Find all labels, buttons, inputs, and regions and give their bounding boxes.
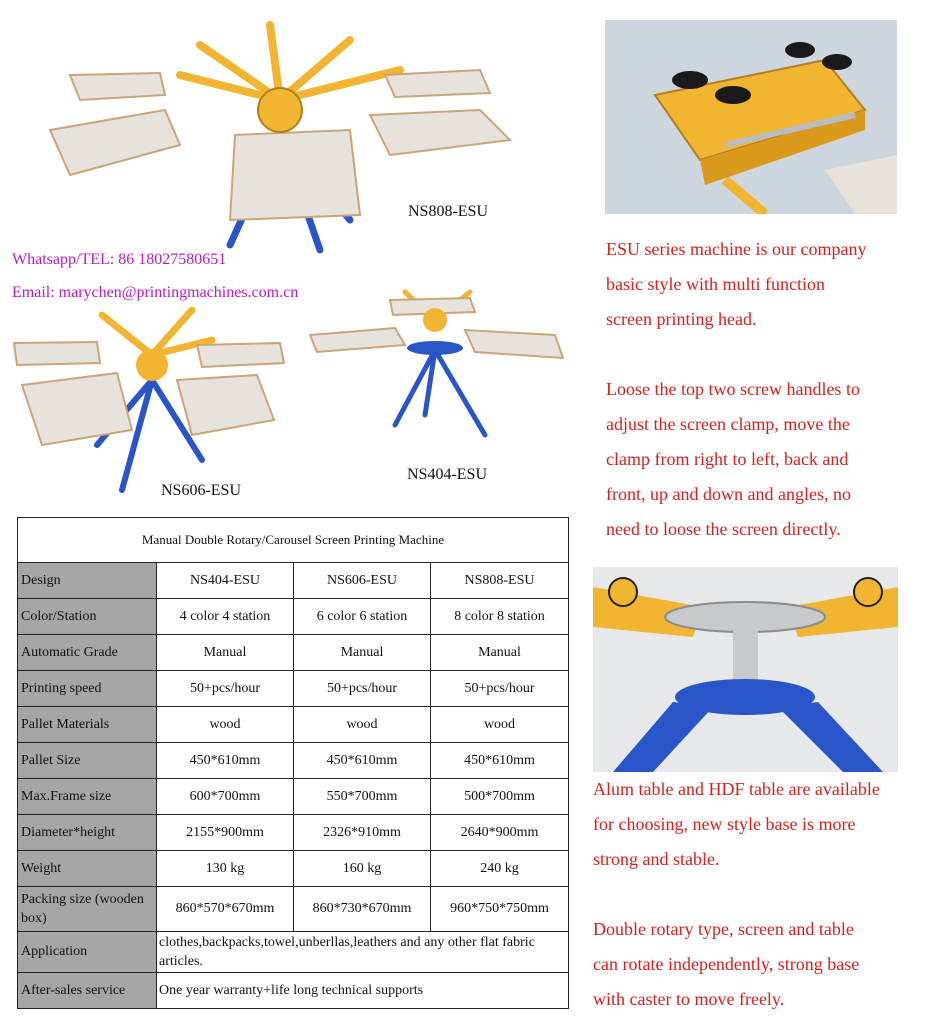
cell-ns404: 600*700mm <box>157 779 294 815</box>
cell-ns606: 160 kg <box>294 851 431 887</box>
table-row <box>18 851 569 887</box>
adjust-line: front, up and down and angles, no <box>606 484 851 504</box>
table-row <box>18 932 569 973</box>
service-value: One year warranty+life long technical supports <box>157 973 569 1009</box>
table-row <box>18 671 569 707</box>
cell-ns404: 4 color 4 station <box>157 599 294 635</box>
row-label: Pallet Size <box>18 743 157 779</box>
cell-ns606: 2326*910mm <box>294 815 431 851</box>
intro-line: screen printing head. <box>606 309 757 329</box>
table-row <box>18 815 569 851</box>
cell-ns808: 960*750*750mm <box>431 887 569 932</box>
rotary-line: Double rotary type, screen and table <box>593 919 854 939</box>
adjust-line: adjust the screen clamp, move the <box>606 414 850 434</box>
cell-ns404: 130 kg <box>157 851 294 887</box>
rotary-paragraph <box>593 912 859 1017</box>
ns404-label: NS404-ESU <box>407 466 488 483</box>
table-row <box>18 887 569 932</box>
row-label: Pallet Materials <box>18 707 157 743</box>
cell-ns808: 2640*900mm <box>431 815 569 851</box>
cell-ns808: 450*610mm <box>431 743 569 779</box>
cell-ns404: NS404-ESU <box>157 563 294 599</box>
email-text: Email: marychen@printingmachines.com.cn <box>12 284 299 301</box>
row-label: Design <box>18 563 157 599</box>
table-row <box>18 743 569 779</box>
cell-ns606: 6 color 6 station <box>294 599 431 635</box>
cell-ns808: 240 kg <box>431 851 569 887</box>
intro-line: ESU series machine is our company <box>606 239 867 259</box>
cell-ns606: 450*610mm <box>294 743 431 779</box>
rotary-line: can rotate independently, strong base <box>593 954 860 974</box>
adjust-line: need to loose the screen directly. <box>606 519 841 539</box>
cell-ns606: 50+pcs/hour <box>294 671 431 707</box>
cell-ns606: 550*700mm <box>294 779 431 815</box>
cell-ns404: 450*610mm <box>157 743 294 779</box>
row-label: Weight <box>18 851 157 887</box>
cell-ns404: 860*570*670mm <box>157 887 294 932</box>
screen-clamp-photo <box>605 20 897 214</box>
row-label: Packing size (wooden box) <box>18 887 157 932</box>
ns606-label: NS606-ESU <box>161 482 242 499</box>
ns606-machine-image <box>12 295 287 495</box>
cell-ns606: 860*730*670mm <box>294 887 431 932</box>
table-base-paragraph <box>593 772 880 877</box>
cell-ns404: Manual <box>157 635 294 671</box>
rotary-base-photo <box>593 567 898 772</box>
row-label: Max.Frame size <box>18 779 157 815</box>
table-row <box>18 779 569 815</box>
row-label: Printing speed <box>18 671 157 707</box>
table-row <box>18 707 569 743</box>
cell-ns404: wood <box>157 707 294 743</box>
ns404-machine-image <box>305 280 575 450</box>
ns808-label: NS808-ESU <box>408 203 489 220</box>
cell-ns808: wood <box>431 707 569 743</box>
cell-ns808: Manual <box>431 635 569 671</box>
table-base-line: for choosing, new style base is more <box>593 814 856 834</box>
cell-ns606: wood <box>294 707 431 743</box>
table-row <box>18 973 569 1009</box>
cell-ns404: 50+pcs/hour <box>157 671 294 707</box>
cell-ns808: 500*700mm <box>431 779 569 815</box>
whatsapp-text: Whatsapp/TEL: 86 18027580651 <box>12 251 227 268</box>
cell-ns606: NS606-ESU <box>294 563 431 599</box>
service-label: After-sales service <box>18 973 157 1009</box>
row-label: Automatic Grade <box>18 635 157 671</box>
cell-ns606: Manual <box>294 635 431 671</box>
spec-table <box>17 517 569 1009</box>
cell-ns808: 8 color 8 station <box>431 599 569 635</box>
row-label: Diameter*height <box>18 815 157 851</box>
table-base-line: Alum table and HDF table are available <box>593 779 880 799</box>
table-title-row <box>18 518 569 563</box>
adjust-paragraph <box>606 372 860 547</box>
table-base-line: strong and stable. <box>593 849 720 869</box>
rotary-line: with caster to move freely. <box>593 989 785 1009</box>
cell-ns808: 50+pcs/hour <box>431 671 569 707</box>
intro-line: basic style with multi function <box>606 274 825 294</box>
cell-ns404: 2155*900mm <box>157 815 294 851</box>
table-row <box>18 563 569 599</box>
cell-ns808: NS808-ESU <box>431 563 569 599</box>
application-label: Application <box>18 932 157 973</box>
table-title: Manual Double Rotary/Carousel Screen Printing Machine <box>18 518 569 563</box>
application-value: clothes,backpacks,towel,unberllas,leathers and any other flat fabric articles. <box>157 932 569 973</box>
intro-paragraph <box>606 232 866 337</box>
row-label: Color/Station <box>18 599 157 635</box>
adjust-line: Loose the top two screw handles to <box>606 379 860 399</box>
adjust-line: clamp from right to left, back and <box>606 449 849 469</box>
table-row <box>18 635 569 671</box>
table-row <box>18 599 569 635</box>
